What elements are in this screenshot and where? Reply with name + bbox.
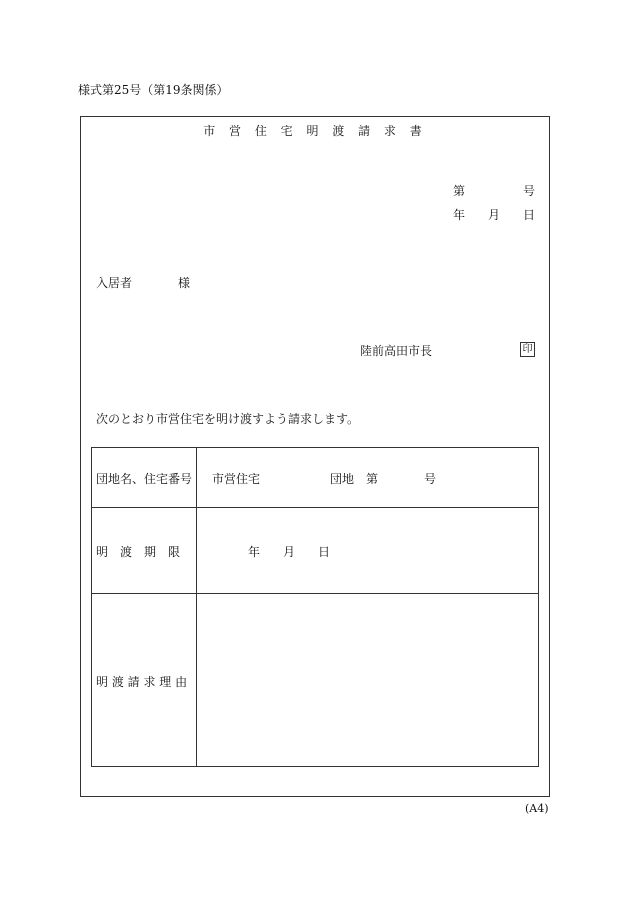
table-row3-label: 明 渡 請 求 理 由 — [96, 675, 188, 689]
date-year: 年 — [453, 208, 466, 222]
addressee-honorific: 様 — [178, 276, 191, 290]
table-column-divider — [196, 448, 197, 766]
table-row2-month: 月 — [283, 545, 296, 559]
table-row1-value-suffix: 号 — [424, 472, 437, 486]
date-day: 日 — [523, 208, 536, 222]
issuer-name: 陸前高田市長 — [360, 344, 433, 358]
addressee-label: 入居者 — [96, 276, 133, 290]
table-row2-day: 日 — [318, 545, 331, 559]
table-row-divider-2 — [92, 593, 538, 594]
table-row1-value-prefix: 市営住宅 — [212, 472, 261, 486]
form-number: 様式第25号（第19条関係） — [78, 83, 229, 97]
date-month: 月 — [488, 208, 501, 222]
number-suffix: 号 — [523, 184, 536, 198]
request-table — [91, 447, 539, 767]
table-row1-label: 団地名、住宅番号 — [96, 472, 193, 486]
paper-size: (A4) — [525, 802, 549, 815]
seal-box: 印 — [520, 342, 535, 357]
table-row2-label: 明 渡 期 限 — [96, 545, 181, 559]
document-title: 市 営 住 宅 明 渡 請 求 書 — [203, 124, 427, 138]
intro-text: 次のとおり市営住宅を明け渡すよう請求します。 — [96, 412, 360, 426]
table-row-divider-1 — [92, 507, 538, 508]
number-prefix: 第 — [453, 184, 466, 198]
table-row2-year: 年 — [248, 545, 261, 559]
table-row1-value-danchi: 団地 第 — [330, 472, 379, 486]
